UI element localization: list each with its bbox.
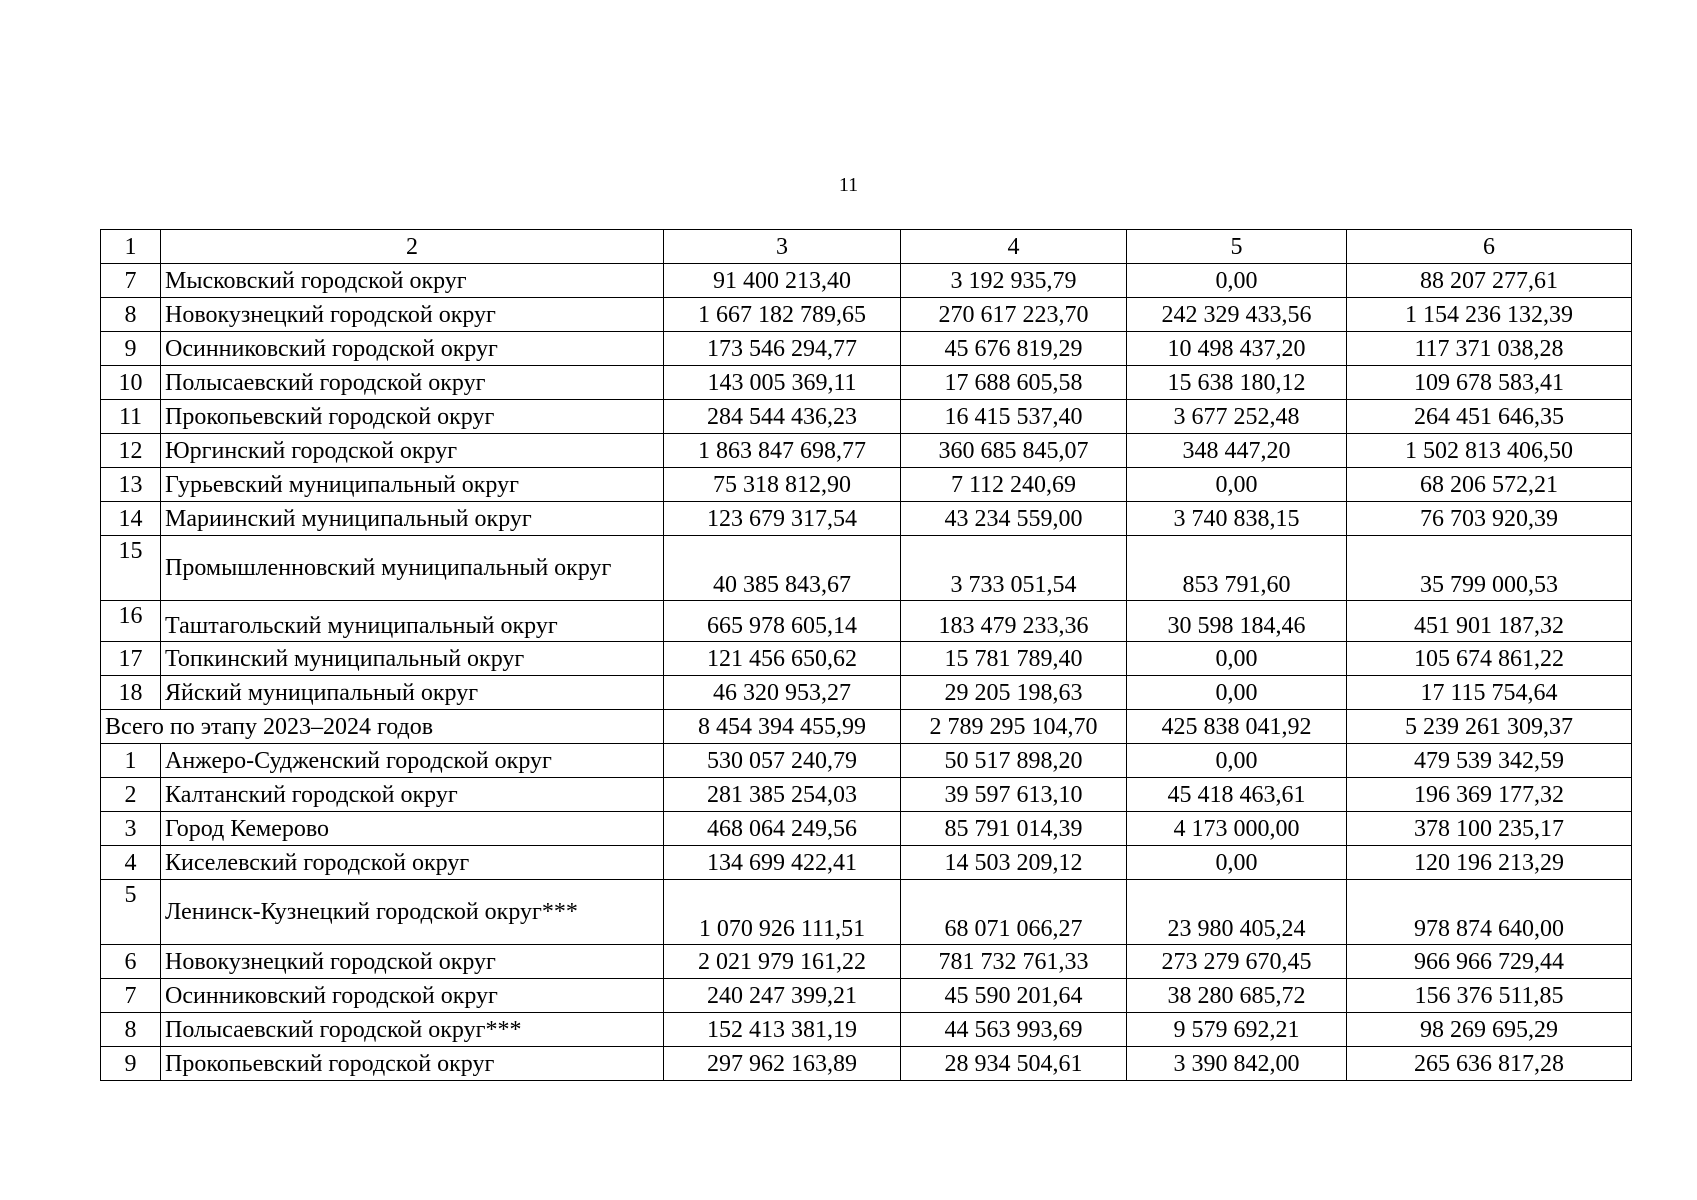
table-row [101, 945, 1632, 979]
row-number: 12 [101, 434, 161, 468]
table-row [101, 536, 1632, 601]
table-row [101, 400, 1632, 434]
value-cell-col4: 14 503 209,12 [901, 846, 1127, 880]
value-cell-col4: 29 205 198,63 [901, 676, 1127, 710]
row-number: 13 [101, 468, 161, 502]
table-row [101, 676, 1632, 710]
municipality-name: Ленинск-Кузнецкий городской округ*** [161, 880, 664, 945]
table-row [101, 642, 1632, 676]
header-cell-6: 6 [1347, 230, 1632, 264]
value-cell-col3: 46 320 953,27 [664, 676, 901, 710]
value-cell-col5: 0,00 [1127, 744, 1347, 778]
municipality-name: Город Кемерово [161, 812, 664, 846]
value-cell-col6: 378 100 235,17 [1347, 812, 1632, 846]
value-cell-col3: 121 456 650,62 [664, 642, 901, 676]
value-cell-col4: 270 617 223,70 [901, 298, 1127, 332]
value-cell-col6: 5 239 261 309,37 [1347, 710, 1632, 744]
total-label: Всего по этапу 2023–2024 годов [101, 710, 664, 744]
value-cell-col3: 297 962 163,89 [664, 1047, 901, 1081]
value-cell-col5: 3 677 252,48 [1127, 400, 1347, 434]
table-row [101, 366, 1632, 400]
value-cell-col5: 0,00 [1127, 264, 1347, 298]
table-row [101, 979, 1632, 1013]
value-cell-col5: 273 279 670,45 [1127, 945, 1347, 979]
value-cell-col4: 45 590 201,64 [901, 979, 1127, 1013]
value-cell-col5: 15 638 180,12 [1127, 366, 1347, 400]
value-cell-col3: 143 005 369,11 [664, 366, 901, 400]
value-cell-col5: 38 280 685,72 [1127, 979, 1347, 1013]
value-cell-col3: 240 247 399,21 [664, 979, 901, 1013]
municipality-name: Гурьевский муниципальный округ [161, 468, 664, 502]
table-row [101, 298, 1632, 332]
municipality-name: Таштагольский муниципальный округ [161, 601, 664, 642]
value-cell-col4: 183 479 233,36 [901, 601, 1127, 642]
value-cell-col3: 1 863 847 698,77 [664, 434, 901, 468]
value-cell-col4: 16 415 537,40 [901, 400, 1127, 434]
municipality-name: Прокопьевский городской округ [161, 1047, 664, 1081]
value-cell-col5: 10 498 437,20 [1127, 332, 1347, 366]
value-cell-col4: 3 192 935,79 [901, 264, 1127, 298]
municipality-name: Юргинский городской округ [161, 434, 664, 468]
municipality-name: Мысковский городской округ [161, 264, 664, 298]
value-cell-col3: 75 318 812,90 [664, 468, 901, 502]
value-cell-col4: 7 112 240,69 [901, 468, 1127, 502]
row-number: 4 [101, 846, 161, 880]
value-cell-col4: 360 685 845,07 [901, 434, 1127, 468]
value-cell-col4: 28 934 504,61 [901, 1047, 1127, 1081]
row-number: 17 [101, 642, 161, 676]
value-cell-col4: 15 781 789,40 [901, 642, 1127, 676]
municipality-name: Мариинский муниципальный округ [161, 502, 664, 536]
municipality-name: Полысаевский городской округ*** [161, 1013, 664, 1047]
municipality-name: Калтанский городской округ [161, 778, 664, 812]
value-cell-col6: 117 371 038,28 [1347, 332, 1632, 366]
value-cell-col6: 120 196 213,29 [1347, 846, 1632, 880]
page-number: 11 [838, 174, 859, 196]
municipality-name: Топкинский муниципальный округ [161, 642, 664, 676]
value-cell-col6: 109 678 583,41 [1347, 366, 1632, 400]
value-cell-col5: 9 579 692,21 [1127, 1013, 1347, 1047]
value-cell-col6: 196 369 177,32 [1347, 778, 1632, 812]
value-cell-col5: 348 447,20 [1127, 434, 1347, 468]
value-cell-col6: 98 269 695,29 [1347, 1013, 1632, 1047]
row-number: 6 [101, 945, 161, 979]
row-number: 7 [101, 264, 161, 298]
value-cell-col3: 1 070 926 111,51 [664, 880, 901, 945]
value-cell-col5: 0,00 [1127, 642, 1347, 676]
table-row [101, 846, 1632, 880]
row-number: 2 [101, 778, 161, 812]
value-cell-col4: 17 688 605,58 [901, 366, 1127, 400]
value-cell-col3: 2 021 979 161,22 [664, 945, 901, 979]
value-cell-col5: 242 329 433,56 [1127, 298, 1347, 332]
value-cell-col4: 2 789 295 104,70 [901, 710, 1127, 744]
value-cell-col3: 468 064 249,56 [664, 812, 901, 846]
table-row [101, 812, 1632, 846]
municipality-name: Полысаевский городской округ [161, 366, 664, 400]
row-number: 9 [101, 1047, 161, 1081]
table-row [101, 468, 1632, 502]
row-number: 14 [101, 502, 161, 536]
table-row [101, 601, 1632, 642]
value-cell-col6: 105 674 861,22 [1347, 642, 1632, 676]
header-cell-2: 2 [161, 230, 664, 264]
value-cell-col4: 45 676 819,29 [901, 332, 1127, 366]
value-cell-col3: 152 413 381,19 [664, 1013, 901, 1047]
value-cell-col5: 425 838 041,92 [1127, 710, 1347, 744]
row-number: 11 [101, 400, 161, 434]
value-cell-col3: 134 699 422,41 [664, 846, 901, 880]
row-number: 7 [101, 979, 161, 1013]
municipality-name: Осинниковский городской округ [161, 332, 664, 366]
value-cell-col5: 3 390 842,00 [1127, 1047, 1347, 1081]
value-cell-col4: 3 733 051,54 [901, 536, 1127, 601]
value-cell-col6: 76 703 920,39 [1347, 502, 1632, 536]
value-cell-col5: 45 418 463,61 [1127, 778, 1347, 812]
value-cell-col6: 479 539 342,59 [1347, 744, 1632, 778]
municipality-name: Яйский муниципальный округ [161, 676, 664, 710]
table-row [101, 264, 1632, 298]
value-cell-col4: 781 732 761,33 [901, 945, 1127, 979]
municipality-name: Новокузнецкий городской округ [161, 945, 664, 979]
municipality-name: Прокопьевский городской округ [161, 400, 664, 434]
value-cell-col4: 68 071 066,27 [901, 880, 1127, 945]
value-cell-col5: 23 980 405,24 [1127, 880, 1347, 945]
value-cell-col6: 264 451 646,35 [1347, 400, 1632, 434]
value-cell-col5: 853 791,60 [1127, 536, 1347, 601]
value-cell-col5: 30 598 184,46 [1127, 601, 1347, 642]
table-body [101, 230, 1632, 1081]
header-cell-3: 3 [664, 230, 901, 264]
value-cell-col4: 43 234 559,00 [901, 502, 1127, 536]
table-row [101, 778, 1632, 812]
value-cell-col6: 1 154 236 132,39 [1347, 298, 1632, 332]
value-cell-col6: 17 115 754,64 [1347, 676, 1632, 710]
value-cell-col5: 4 173 000,00 [1127, 812, 1347, 846]
value-cell-col3: 665 978 605,14 [664, 601, 901, 642]
municipality-name: Промышленновский муниципальный округ [161, 536, 664, 601]
municipality-name: Новокузнецкий городской округ [161, 298, 664, 332]
value-cell-col3: 8 454 394 455,99 [664, 710, 901, 744]
value-cell-col3: 530 057 240,79 [664, 744, 901, 778]
value-cell-col6: 265 636 817,28 [1347, 1047, 1632, 1081]
table-row [101, 1047, 1632, 1081]
row-number: 8 [101, 1013, 161, 1047]
municipality-name: Анжеро-Судженский городской округ [161, 744, 664, 778]
value-cell-col6: 451 901 187,32 [1347, 601, 1632, 642]
table-row [101, 434, 1632, 468]
value-cell-col3: 281 385 254,03 [664, 778, 901, 812]
value-cell-col6: 88 207 277,61 [1347, 264, 1632, 298]
header-cell-5: 5 [1127, 230, 1347, 264]
value-cell-col5: 0,00 [1127, 468, 1347, 502]
value-cell-col3: 173 546 294,77 [664, 332, 901, 366]
data-table [100, 229, 1632, 1081]
table-row [101, 1013, 1632, 1047]
municipality-name: Осинниковский городской округ [161, 979, 664, 1013]
row-number: 5 [101, 880, 161, 945]
value-cell-col3: 123 679 317,54 [664, 502, 901, 536]
table-row [101, 744, 1632, 778]
row-number: 3 [101, 812, 161, 846]
value-cell-col5: 3 740 838,15 [1127, 502, 1347, 536]
value-cell-col6: 1 502 813 406,50 [1347, 434, 1632, 468]
row-number: 9 [101, 332, 161, 366]
value-cell-col6: 156 376 511,85 [1347, 979, 1632, 1013]
row-number: 10 [101, 366, 161, 400]
row-number: 15 [101, 536, 161, 601]
row-number: 1 [101, 744, 161, 778]
value-cell-col6: 978 874 640,00 [1347, 880, 1632, 945]
header-cell-1: 1 [101, 230, 161, 264]
value-cell-col6: 68 206 572,21 [1347, 468, 1632, 502]
value-cell-col3: 40 385 843,67 [664, 536, 901, 601]
table-row [101, 880, 1632, 945]
header-row [101, 230, 1632, 264]
value-cell-col4: 50 517 898,20 [901, 744, 1127, 778]
header-cell-4: 4 [901, 230, 1127, 264]
row-number: 16 [101, 601, 161, 642]
value-cell-col5: 0,00 [1127, 676, 1347, 710]
value-cell-col3: 1 667 182 789,65 [664, 298, 901, 332]
municipality-name: Киселевский городской округ [161, 846, 664, 880]
value-cell-col3: 91 400 213,40 [664, 264, 901, 298]
table-row [101, 332, 1632, 366]
value-cell-col6: 35 799 000,53 [1347, 536, 1632, 601]
value-cell-col5: 0,00 [1127, 846, 1347, 880]
value-cell-col3: 284 544 436,23 [664, 400, 901, 434]
value-cell-col4: 44 563 993,69 [901, 1013, 1127, 1047]
value-cell-col4: 39 597 613,10 [901, 778, 1127, 812]
value-cell-col6: 966 966 729,44 [1347, 945, 1632, 979]
value-cell-col4: 85 791 014,39 [901, 812, 1127, 846]
table-row [101, 502, 1632, 536]
total-row [101, 710, 1632, 744]
row-number: 18 [101, 676, 161, 710]
row-number: 8 [101, 298, 161, 332]
